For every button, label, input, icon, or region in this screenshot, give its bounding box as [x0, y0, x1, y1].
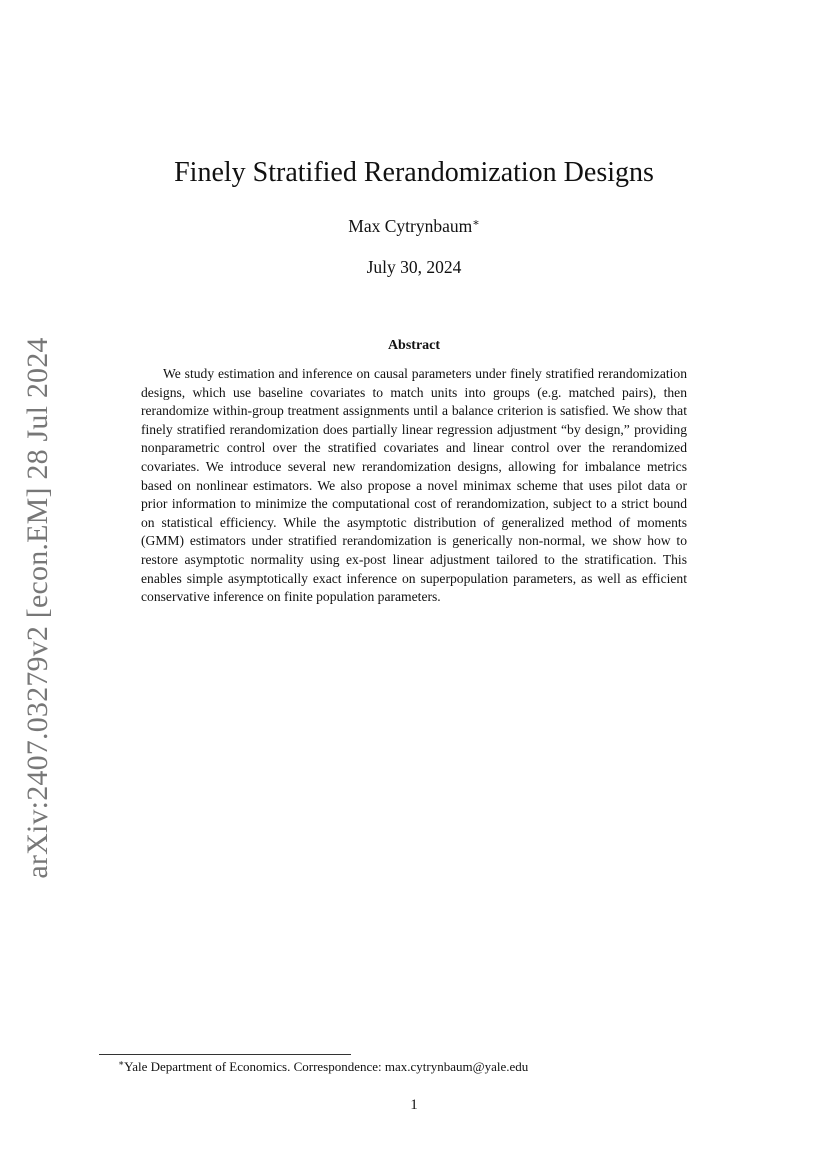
abstract-body: We study estimation and inference on causal parameters under finely stratified rerandomization designs, which use baseline covariates to match units into groups (e.g. matched pairs), then rerandomize within-group treatment assignments until a balance criterion is satisfied. We show that finely stratified rerandomization does partially linear regression adjustment “by design,” providing nonparametric control over the stratified covariates and linear control over the rerandomized covariates. We introduce several new rerandomization designs, allowing for imbalance metrics based on nonlinear estimators. We also propose a novel minimax scheme that uses pilot data or prior information to minimize the computational cost of rerandomization, subject to a strict bound on statistical efficiency. While the asymptotic distribution of generalized method of moments (GMM) estimators under stratified rerandomization is generically non-normal, we show how to restore asymptotic normality using ex-post linear adjustment tailored to the stratification. This enables simple asymptotically exact inference on superpopulation parameters, as well as efficient conservative inference on finite population parameters. — [141, 366, 687, 605]
arxiv-identifier-stamp: arXiv:2407.03279v2 [econ.EM] 28 Jul 2024 — [21, 337, 54, 879]
footnote-divider — [99, 1054, 351, 1055]
paper-title: Finely Stratified Rerandomization Designs — [174, 157, 654, 188]
author-line — [0, 216, 828, 237]
abstract-heading: Abstract — [387, 338, 441, 353]
paper-date: July 30, 2024 — [366, 257, 462, 277]
author-name: Max Cytrynbaum — [348, 216, 473, 236]
author-footnote — [118, 1058, 528, 1075]
page-number: 1 — [410, 1097, 418, 1113]
footnote-text: Yale Department of Economics. Correspondence: max.cytrynbaum@yale.edu — [124, 1059, 529, 1074]
author-footnote-mark: ∗ — [472, 217, 480, 229]
footnote-mark: ∗ — [118, 1058, 125, 1068]
